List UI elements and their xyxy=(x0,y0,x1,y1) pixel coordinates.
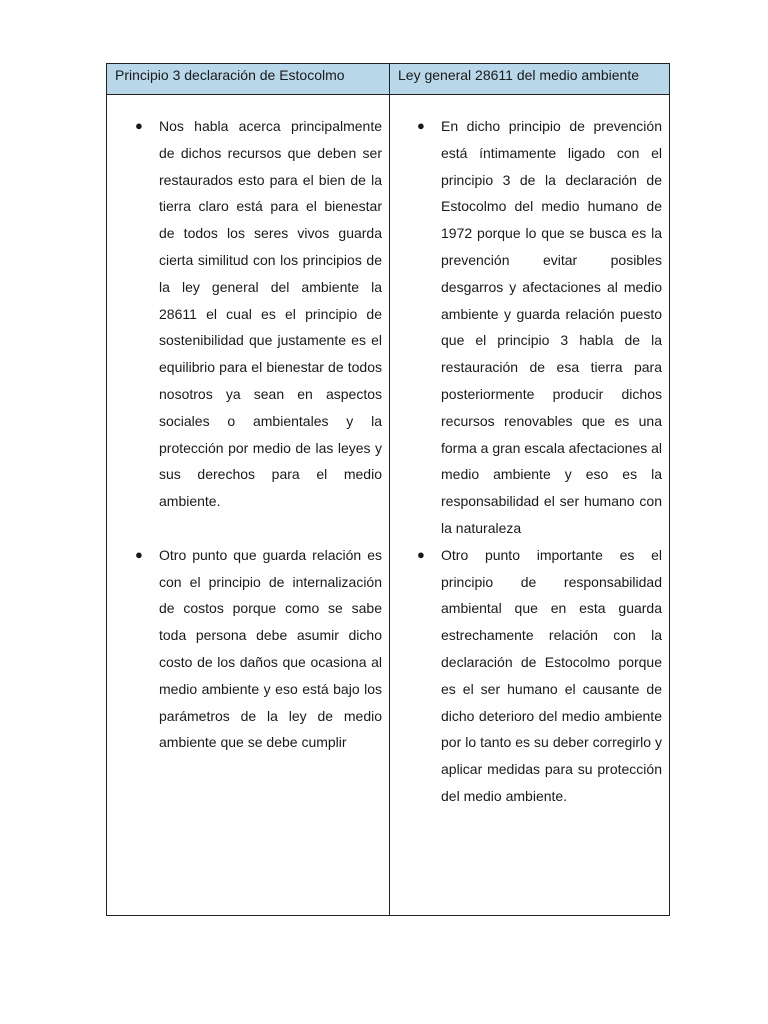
left-bullet-list xyxy=(107,113,389,756)
bullet-icon: ● xyxy=(135,118,143,133)
list-item-text: En dicho principio de prevención está íntimamente ligado con el principio 3 de la declaración de Estocolmo del medio humano de 1972 porque lo que se busca es la prevención evitar posibles desgarros y afectaciones al medio ambiente y guarda relación puesto que el principio 3 habla de la restauración de esa tierra para posteriormente producir dichos recursos renovables que es una forma a gran escala afectaciones al medio ambiente y eso es la responsabilidad el ser humano con la naturaleza xyxy=(441,118,663,536)
right-column-cell xyxy=(390,95,669,915)
list-item-text: Nos habla acerca principalmente de dichos recursos que deben ser restaurados esto para el bien de la tierra claro está para el bienestar de todos los seres vivos guarda cierta similitud con los principios de la ley general del ambiente la 28611 el cual es el principio de sostenibilidad que justamente es el equilibrio para el bienestar de todos nosotros ya sean en aspectos sociales o ambientales y la protección por medio de las leyes y sus derechos para el medio ambiente. xyxy=(159,118,382,510)
list-item-text: Otro punto que guarda relación es con el principio de internalización de costos porque como se sabe toda persona debe asumir dicho costo de los daños que ocasiona al medio ambiente y eso está bajo los parámetros de la ley de medio ambiente que se debe cumplir xyxy=(159,546,382,751)
list-item xyxy=(417,113,663,542)
header-principio-3: Principio 3 declaración de Estocolmo xyxy=(107,64,390,95)
header-ley-28611: Ley general 28611 del medio ambiente xyxy=(390,64,669,95)
comparison-table xyxy=(106,63,670,916)
bullet-icon: ● xyxy=(135,546,143,562)
bullet-icon: ● xyxy=(417,546,425,562)
list-item xyxy=(135,542,382,756)
list-item xyxy=(135,113,382,515)
left-column-cell xyxy=(107,95,390,915)
right-bullet-list xyxy=(390,113,669,810)
list-item-text: Otro punto importante es el principio de responsabilidad ambiental que en esta guarda estrechamente relación con la declaración de Estocolmo porque es el ser humano el causante de dicho deterioro del medio ambiente por lo tanto es su deber corregirlo y aplicar medidas para su protección del medio ambiente. xyxy=(441,546,662,804)
bullet-icon: ● xyxy=(417,118,425,133)
list-item xyxy=(417,542,662,810)
